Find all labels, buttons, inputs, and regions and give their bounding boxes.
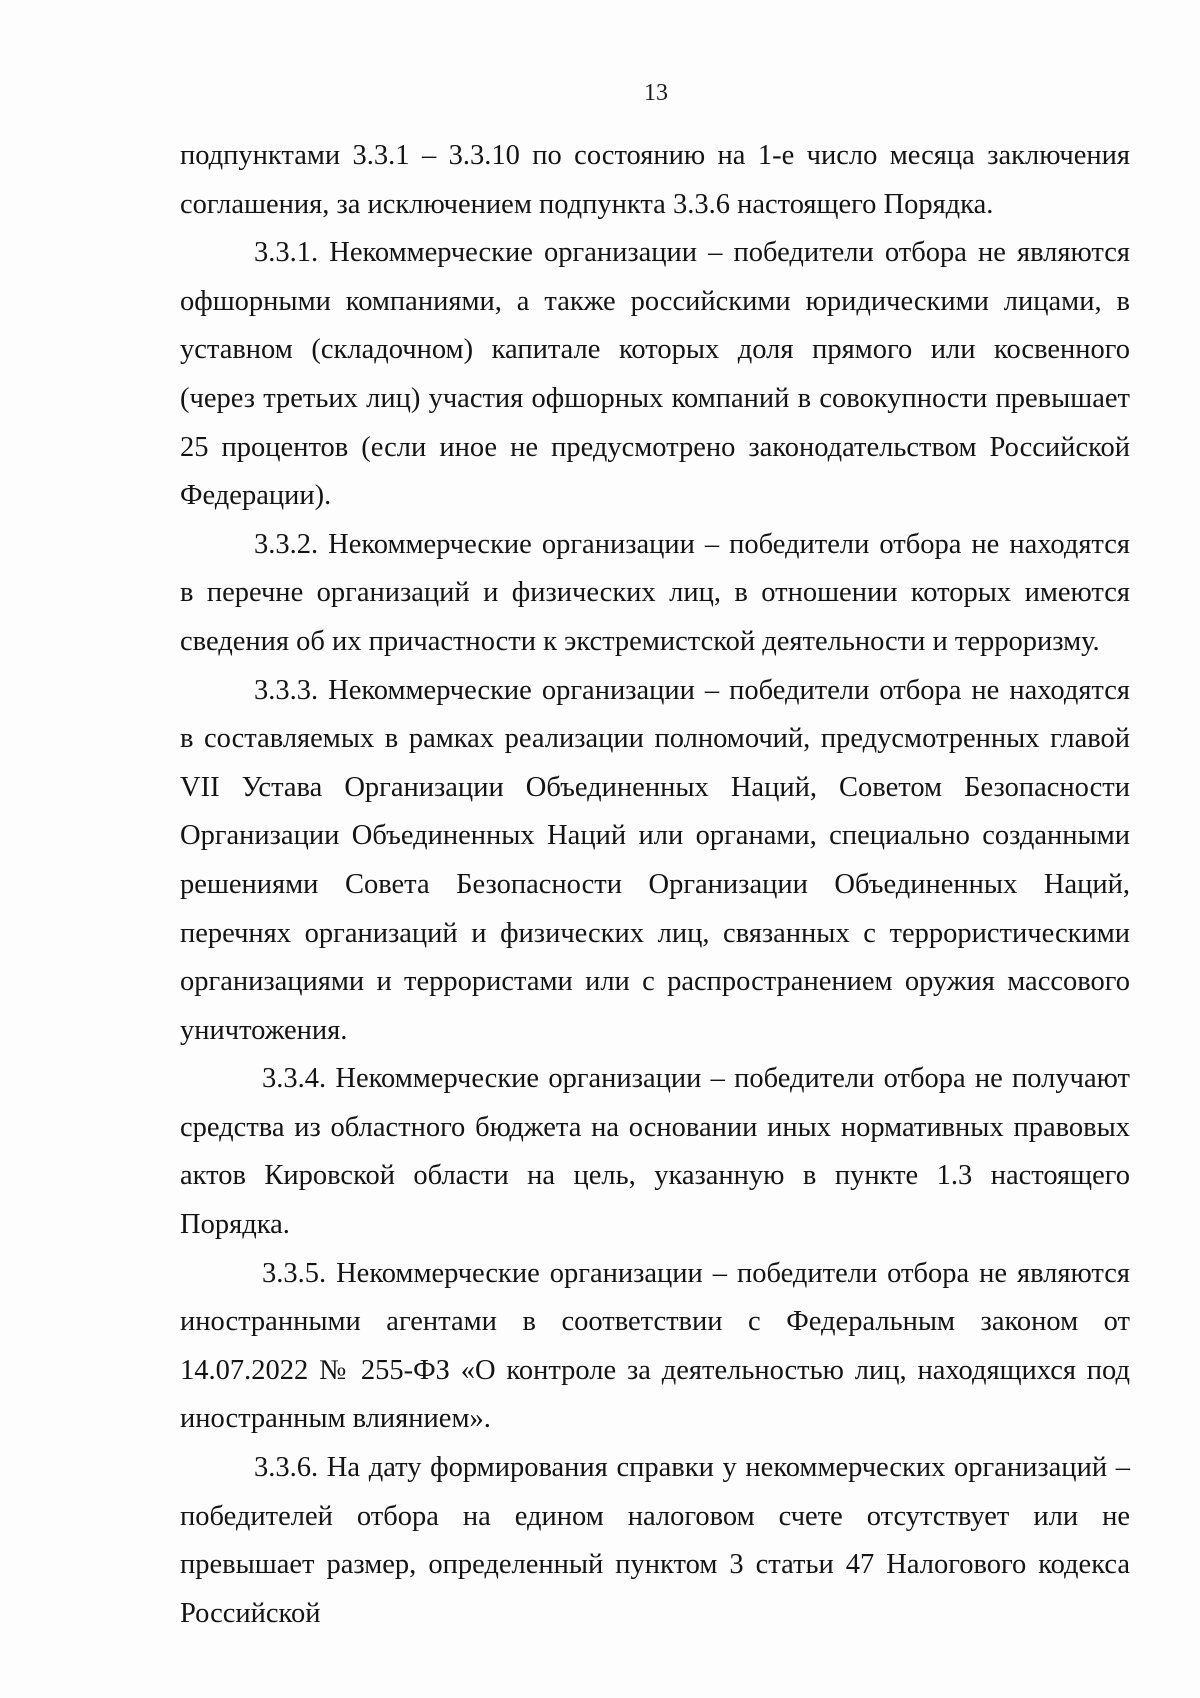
paragraph-3-3-5: 3.3.5. Некоммерческие организации – победители отбора не являются иностранными агентами в соответствии с Федеральным законом от 14.07.2022 № 255-ФЗ «О контроле за деятельностью лиц, находящихся под иностранным влиянием». (180, 1257, 1130, 1435)
document-body (180, 132, 1130, 1638)
paragraph-3-3-1: 3.3.1. Некоммерческие организации – победители отбора не являются офшорными компаниями, а также российскими юридическими лицами, в уставном (складочном) капитале которых доля прямого или косвенного (через третьих лиц) участия офшорных компаний в совокупности превышает 25 процентов (если иное не предусмотрено законодательством Российской Федерации). (180, 237, 1130, 512)
paragraph-3-3-4: 3.3.4. Некоммерческие организации – победители отбора не получают средства из областного бюджета на основании иных нормативных правовых актов Кировской области на цель, указанную в пункте 1.3 настоящего Порядка. (180, 1063, 1130, 1241)
paragraph-continuation: подпунктами 3.3.1 – 3.3.10 по состоянию на 1-е число месяца заключения соглашения, за исключением подпункта 3.3.6 настоящего Порядка. (180, 140, 1130, 220)
paragraph-3-3-3: 3.3.3. Некоммерческие организации – победители отбора не находятся в составляемых в рамках реализации полномочий, предусмотренных главой VII Устава Организации Объединенных Наций, Советом Безопасности Организации Объединенных Наций или органами, специально созданными решениями Совета Безопасности Организации Объединенных Наций, перечнях организаций и физических лиц, связанных с террористическими организациями и террористами или с распространением оружия массового уничтожения. (180, 674, 1130, 1046)
paragraph-3-3-6: 3.3.6. На дату формирования справки у некоммерческих организаций – победителей отбора на едином налоговом счете отсутствует или не превышает размер, определенный пунктом 3 статьи 47 Налогового кодекса Российской (180, 1452, 1130, 1629)
page-number: 13 (644, 80, 668, 106)
paragraph-3-3-2: 3.3.2. Некоммерческие организации – победители отбора не находятся в перечне организаций и физических лиц, в отношении которых имеются сведения об их причастности к экстремистской деятельности и терроризму. (180, 528, 1130, 657)
